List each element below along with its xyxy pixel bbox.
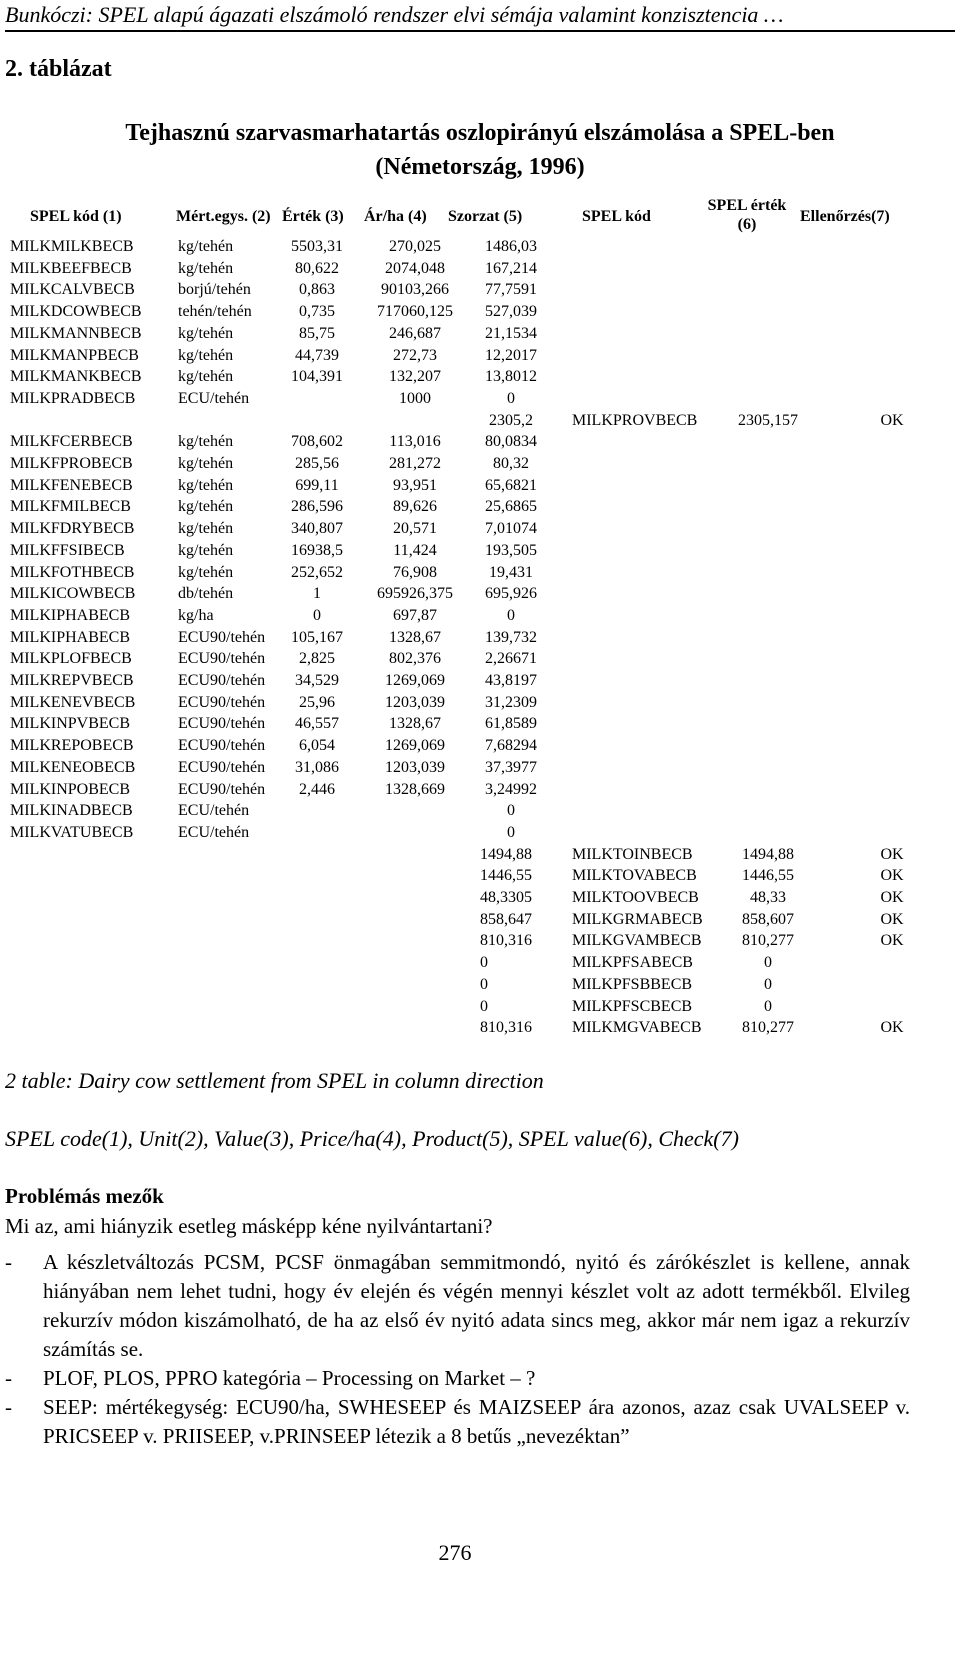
header-code: SPEL kód (1) — [30, 208, 122, 225]
cell-product: 80,32 — [493, 455, 529, 472]
table-row — [10, 887, 940, 909]
table-row — [10, 605, 940, 627]
cell-price: 76,908 — [393, 563, 437, 581]
cell-product: 43,8197 — [485, 672, 537, 689]
cell-product: 12,2017 — [485, 346, 537, 364]
table-row — [10, 388, 940, 410]
table-row — [10, 410, 940, 432]
cell-spel-code: MILKMANNBECB — [10, 324, 142, 342]
bullet-text: PLOF, PLOS, PPRO kategória – Processing on Market – ? — [43, 1366, 536, 1390]
caption-english: 2 table: Dairy cow settlement from SPEL in column direction — [5, 1068, 544, 1093]
table-row — [10, 1017, 940, 1039]
cell-unit: kg/tehén — [178, 368, 234, 386]
running-header: Bunkóczi: SPEL alapú ágazati elszámoló rendszer elvi sémája valamint konzisztencia … — [5, 2, 955, 32]
table-row — [10, 236, 940, 258]
table-row — [10, 800, 940, 822]
cell-spel-code: MILKFMILBECB — [10, 498, 131, 516]
cell-spel-code: MILKFENEBECB — [10, 476, 133, 494]
cell-spel-code: MILKBEEFBECB — [10, 259, 132, 277]
table-row — [10, 844, 940, 866]
bullet-text: A készletváltozás PCSM, PCSF önmagában semmitmondó, nyitó és zárókészlet is kellene, annak hiányában nem lehet tudni, hogy év elején és végén mennyi készlet volt az adott termékből. Elvileg rekurzív módon kiszámolható, de ha az első év nyitó adata sincs meg, akkor már nem igaz a rekurzív számítás se. — [43, 1250, 910, 1361]
bullet-dash: - — [5, 1250, 12, 1274]
cell-spel-code: MILKREPVBECB — [10, 672, 134, 689]
cell-unit: tehén/tehén — [178, 303, 252, 321]
cell-product: 21,1534 — [485, 324, 537, 342]
cell-check: OK — [880, 411, 904, 429]
cell-unit: kg/ha — [178, 606, 214, 624]
header-price: Ár/ha (4) — [364, 208, 427, 225]
cell-spel-code: MILKREPOBECB — [10, 737, 134, 755]
cell-product: 193,505 — [485, 541, 537, 559]
table-row — [10, 735, 940, 757]
table-row — [10, 974, 940, 996]
cell-product: 25,6865 — [485, 498, 537, 516]
table-title — [0, 116, 960, 184]
cell-product: 19,431 — [489, 563, 533, 581]
cell-result-code: MILKTOINBECB — [572, 845, 693, 863]
problems-heading: Problémás mezők — [5, 1184, 164, 1208]
cell-unit: kg/tehén — [178, 259, 234, 277]
cell-spel-code: MILKMILKBECB — [10, 238, 134, 255]
cell-unit: kg/tehén — [178, 238, 234, 255]
bullet-item — [5, 1393, 910, 1451]
cell-product: 139,732 — [485, 628, 537, 646]
cell-unit: ECU90/tehén — [178, 780, 266, 798]
cell-unit: db/tehén — [178, 585, 234, 603]
table-row — [10, 301, 940, 323]
table-row — [10, 952, 940, 974]
cell-price: 1269,069 — [385, 737, 445, 755]
bullet-item — [5, 1364, 910, 1393]
cell-unit: ECU90/tehén — [178, 628, 266, 646]
cell-product: 0 — [507, 823, 515, 841]
table-row — [10, 692, 940, 714]
cell-product: 7,01074 — [485, 520, 537, 538]
cell-product: 1486,03 — [485, 238, 537, 255]
cell-result-code: MILKPFSBBECB — [572, 975, 693, 993]
cell-check: OK — [880, 867, 904, 885]
cell-price: 90103,266 — [381, 281, 449, 299]
table-row — [10, 670, 940, 692]
cell-value: 2,446 — [299, 780, 335, 798]
table-row — [10, 562, 940, 584]
cell-product: 810,316 — [480, 932, 532, 950]
cell-check: OK — [880, 845, 904, 863]
cell-price: 272,73 — [393, 346, 437, 364]
cell-spel-value: 1446,55 — [742, 867, 794, 885]
header-unit: Mért.egys. (2) — [176, 208, 271, 225]
cell-value: 5503,31 — [291, 238, 343, 255]
bullet-dash: - — [5, 1395, 12, 1419]
cell-spel-value: 810,277 — [742, 1019, 794, 1037]
cell-spel-value: 0 — [764, 954, 772, 972]
table-row — [10, 453, 940, 475]
cell-spel-code: MILKMANKBECB — [10, 368, 142, 386]
cell-result-code: MILKMGVABECB — [572, 1019, 702, 1037]
cell-spel-value: 858,607 — [742, 910, 794, 928]
table-row — [10, 431, 940, 453]
cell-price: 697,87 — [393, 606, 437, 624]
cell-spel-code: MILKMANPBECB — [10, 346, 139, 364]
cell-spel-code: MILKFDRYBECB — [10, 520, 135, 538]
cell-check: OK — [880, 932, 904, 950]
table-row — [10, 648, 940, 670]
table-row — [10, 865, 940, 887]
cell-value: 80,622 — [295, 259, 339, 277]
cell-product: 0 — [480, 954, 488, 972]
cell-product: 0 — [507, 606, 515, 624]
table-row — [10, 518, 940, 540]
cell-product: 695,926 — [485, 585, 537, 603]
table-row — [10, 822, 940, 844]
table-row — [10, 279, 940, 301]
cell-value: 0,863 — [299, 281, 335, 299]
cell-check: OK — [880, 889, 904, 906]
cell-price: 695926,375 — [377, 585, 453, 603]
cell-price: 93,951 — [393, 476, 437, 494]
header-spel-value: SPEL érték (6) — [707, 197, 787, 233]
cell-value: 105,167 — [291, 628, 343, 646]
header-product: Szorzat (5) — [448, 208, 523, 225]
cell-spel-value: 2305,157 — [738, 411, 798, 429]
cell-price: 11,424 — [393, 541, 437, 559]
cell-price: 1203,039 — [385, 693, 445, 711]
cell-product: 48,3305 — [480, 889, 532, 906]
cell-spel-code: MILKICOWBECB — [10, 585, 136, 603]
cell-product: 0 — [480, 997, 488, 1015]
cell-result-code: MILKPROVBECB — [572, 411, 698, 429]
bullet-text: SEEP: mértékegység: ECU90/ha, SWHESEEP és MAIZSEEP ára azonos, azaz csak UVALSEEP v. PRICSEEP v. PRIISEEP, v.PRINSEEP létezik a 8 betűs „nevezéktan” — [43, 1395, 910, 1448]
cell-unit: kg/tehén — [178, 563, 234, 581]
cell-check: OK — [880, 910, 904, 928]
cell-product: 0 — [507, 389, 515, 407]
cell-product: 80,0834 — [485, 433, 537, 451]
cell-spel-code: MILKFCERBECB — [10, 433, 133, 451]
cell-spel-code: MILKFOTHBECB — [10, 563, 135, 581]
cell-unit: ECU90/tehén — [178, 693, 266, 711]
cell-price: 89,626 — [393, 498, 437, 516]
table-title-line1: Tejhasznú szarvasmarhatartás oszlopirányú elszámolása a SPEL-ben — [125, 120, 835, 146]
table-row — [10, 258, 940, 280]
cell-unit: borjú/tehén — [178, 281, 251, 299]
cell-value: 0,735 — [299, 303, 335, 321]
cell-price: 132,207 — [389, 368, 441, 386]
cell-value: 699,11 — [295, 476, 339, 494]
bullet-list — [5, 1248, 910, 1451]
cell-price: 1328,669 — [385, 780, 445, 798]
cell-spel-code: MILKDCOWBECB — [10, 303, 142, 321]
cell-result-code: MILKTOOVBECB — [572, 889, 699, 906]
table-row — [10, 930, 940, 952]
cell-value: 0 — [313, 606, 321, 624]
cell-unit: ECU90/tehén — [178, 672, 266, 689]
cell-unit: kg/tehén — [178, 520, 234, 538]
cell-price: 717060,125 — [377, 303, 453, 321]
cell-spel-code: MILKINPVBECB — [10, 715, 131, 733]
header-value: Érték (3) — [282, 208, 344, 225]
cell-price: 113,016 — [389, 433, 441, 451]
cell-unit: ECU90/tehén — [178, 650, 266, 668]
cell-price: 1000 — [399, 389, 431, 407]
cell-price: 1328,67 — [389, 628, 441, 646]
table-row — [10, 540, 940, 562]
cell-spel-code: MILKFPROBECB — [10, 455, 133, 472]
cell-product: 2,26671 — [485, 650, 537, 668]
cell-unit: kg/tehén — [178, 498, 234, 516]
cell-product: 77,7591 — [485, 281, 537, 299]
cell-unit: kg/tehén — [178, 346, 234, 364]
cell-product: 1446,55 — [480, 867, 532, 885]
cell-unit: ECU/tehén — [178, 802, 250, 820]
table-row — [10, 909, 940, 931]
cell-value: 85,75 — [299, 324, 335, 342]
cell-value: 340,807 — [291, 520, 343, 538]
cell-product: 65,6821 — [485, 476, 537, 494]
cell-spel-code: MILKENEVBECB — [10, 693, 136, 711]
table-row — [10, 757, 940, 779]
cell-price: 802,376 — [389, 650, 441, 668]
cell-product: 527,039 — [485, 303, 537, 321]
page-number: 276 — [438, 1540, 472, 1565]
cell-value: 6,054 — [299, 737, 335, 755]
table-row — [10, 496, 940, 518]
cell-spel-code: MILKIPHABECB — [10, 606, 131, 624]
bullet-dash: - — [5, 1366, 12, 1390]
table-row — [10, 996, 940, 1018]
cell-value: 286,596 — [291, 498, 343, 516]
cell-unit: ECU90/tehén — [178, 715, 266, 733]
problems-question: Mi az, ami hiányzik esetleg másképp kéne nyilvántartani? — [5, 1214, 493, 1238]
cell-product: 0 — [507, 802, 515, 820]
cell-price: 1269,069 — [385, 672, 445, 689]
cell-product: 3,24992 — [485, 780, 537, 798]
cell-value: 104,391 — [291, 368, 343, 386]
table-row — [10, 475, 940, 497]
table-row — [10, 345, 940, 367]
cell-product: 167,214 — [485, 259, 537, 277]
cell-price: 281,272 — [389, 455, 441, 472]
cell-result-code: MILKGVAMBECB — [572, 932, 702, 950]
cell-unit: ECU/tehén — [178, 823, 250, 841]
cell-unit: ECU90/tehén — [178, 758, 266, 776]
cell-product: 61,8589 — [485, 715, 537, 733]
bullet-item — [5, 1248, 910, 1364]
table-row — [10, 583, 940, 605]
cell-price: 270,025 — [389, 238, 441, 255]
cell-spel-code: MILKPRADBECB — [10, 389, 136, 407]
cell-value: 34,529 — [295, 672, 339, 689]
table-title-line2: (Németország, 1996) — [375, 154, 585, 180]
cell-unit: kg/tehén — [178, 455, 234, 472]
cell-product: 858,647 — [480, 910, 532, 928]
cell-product: 810,316 — [480, 1019, 532, 1037]
cell-product: 31,2309 — [485, 693, 537, 711]
cell-unit: kg/tehén — [178, 541, 234, 559]
cell-product: 0 — [480, 975, 488, 993]
cell-spel-value: 0 — [764, 997, 772, 1015]
table-row — [10, 779, 940, 801]
table-row — [10, 323, 940, 345]
cell-unit: kg/tehén — [178, 324, 234, 342]
cell-value: 1 — [313, 585, 321, 603]
cell-price: 1203,039 — [385, 758, 445, 776]
table-row — [10, 713, 940, 735]
cell-spel-value: 48,33 — [750, 889, 786, 906]
table-number: 2. táblázat — [5, 56, 112, 82]
cell-unit: ECU90/tehén — [178, 737, 266, 755]
cell-price: 2074,048 — [385, 259, 445, 277]
cell-spel-code: MILKCALVBECB — [10, 281, 135, 299]
cell-product: 1494,88 — [480, 845, 532, 863]
cell-product: 2305,2 — [489, 411, 533, 429]
cell-value: 25,96 — [299, 693, 335, 711]
cell-check: OK — [880, 1019, 904, 1037]
cell-spel-code: MILKIPHABECB — [10, 628, 131, 646]
cell-price: 1328,67 — [389, 715, 441, 733]
cell-spel-code: MILKPLOFBECB — [10, 650, 132, 668]
cell-result-code: MILKPFSABECB — [572, 954, 693, 972]
cell-result-code: MILKPFSCBECB — [572, 997, 693, 1015]
cell-result-code: MILKTOVABECB — [572, 867, 697, 885]
cell-value: 16938,5 — [291, 541, 343, 559]
cell-unit: ECU/tehén — [178, 389, 250, 407]
cell-spel-value: 1494,88 — [742, 845, 794, 863]
cell-value: 285,56 — [295, 455, 339, 472]
cell-value: 46,557 — [295, 715, 339, 733]
cell-result-code: MILKGRMABECB — [572, 910, 703, 928]
cell-product: 7,68294 — [485, 737, 537, 755]
cell-price: 246,687 — [389, 324, 441, 342]
cell-value: 252,652 — [291, 563, 343, 581]
header-spel-code: SPEL kód — [582, 208, 651, 225]
cell-unit: kg/tehén — [178, 476, 234, 494]
cell-spel-code: MILKENEOBECB — [10, 758, 136, 776]
header-check: Ellenőrzés(7) — [800, 208, 890, 225]
cell-unit: kg/tehén — [178, 433, 234, 451]
cell-spel-code: MILKVATUBECB — [10, 823, 134, 841]
cell-value: 708,602 — [291, 433, 343, 451]
column-legend-english: SPEL code(1), Unit(2), Value(3), Price/ha(4), Product(5), SPEL value(6), Check(7) — [5, 1126, 739, 1151]
table-row — [10, 627, 940, 649]
cell-spel-code: MILKINPOBECB — [10, 780, 131, 798]
cell-spel-value: 810,277 — [742, 932, 794, 950]
cell-spel-value: 0 — [764, 975, 772, 993]
cell-spel-code: MILKFFSIBECB — [10, 541, 125, 559]
cell-value: 44,739 — [295, 346, 339, 364]
cell-product: 13,8012 — [485, 368, 537, 386]
cell-value: 2,825 — [299, 650, 335, 668]
cell-product: 37,3977 — [485, 758, 537, 776]
cell-spel-code: MILKINADBECB — [10, 802, 133, 820]
cell-value: 31,086 — [295, 758, 339, 776]
table-row — [10, 366, 940, 388]
cell-price: 20,571 — [393, 520, 437, 538]
